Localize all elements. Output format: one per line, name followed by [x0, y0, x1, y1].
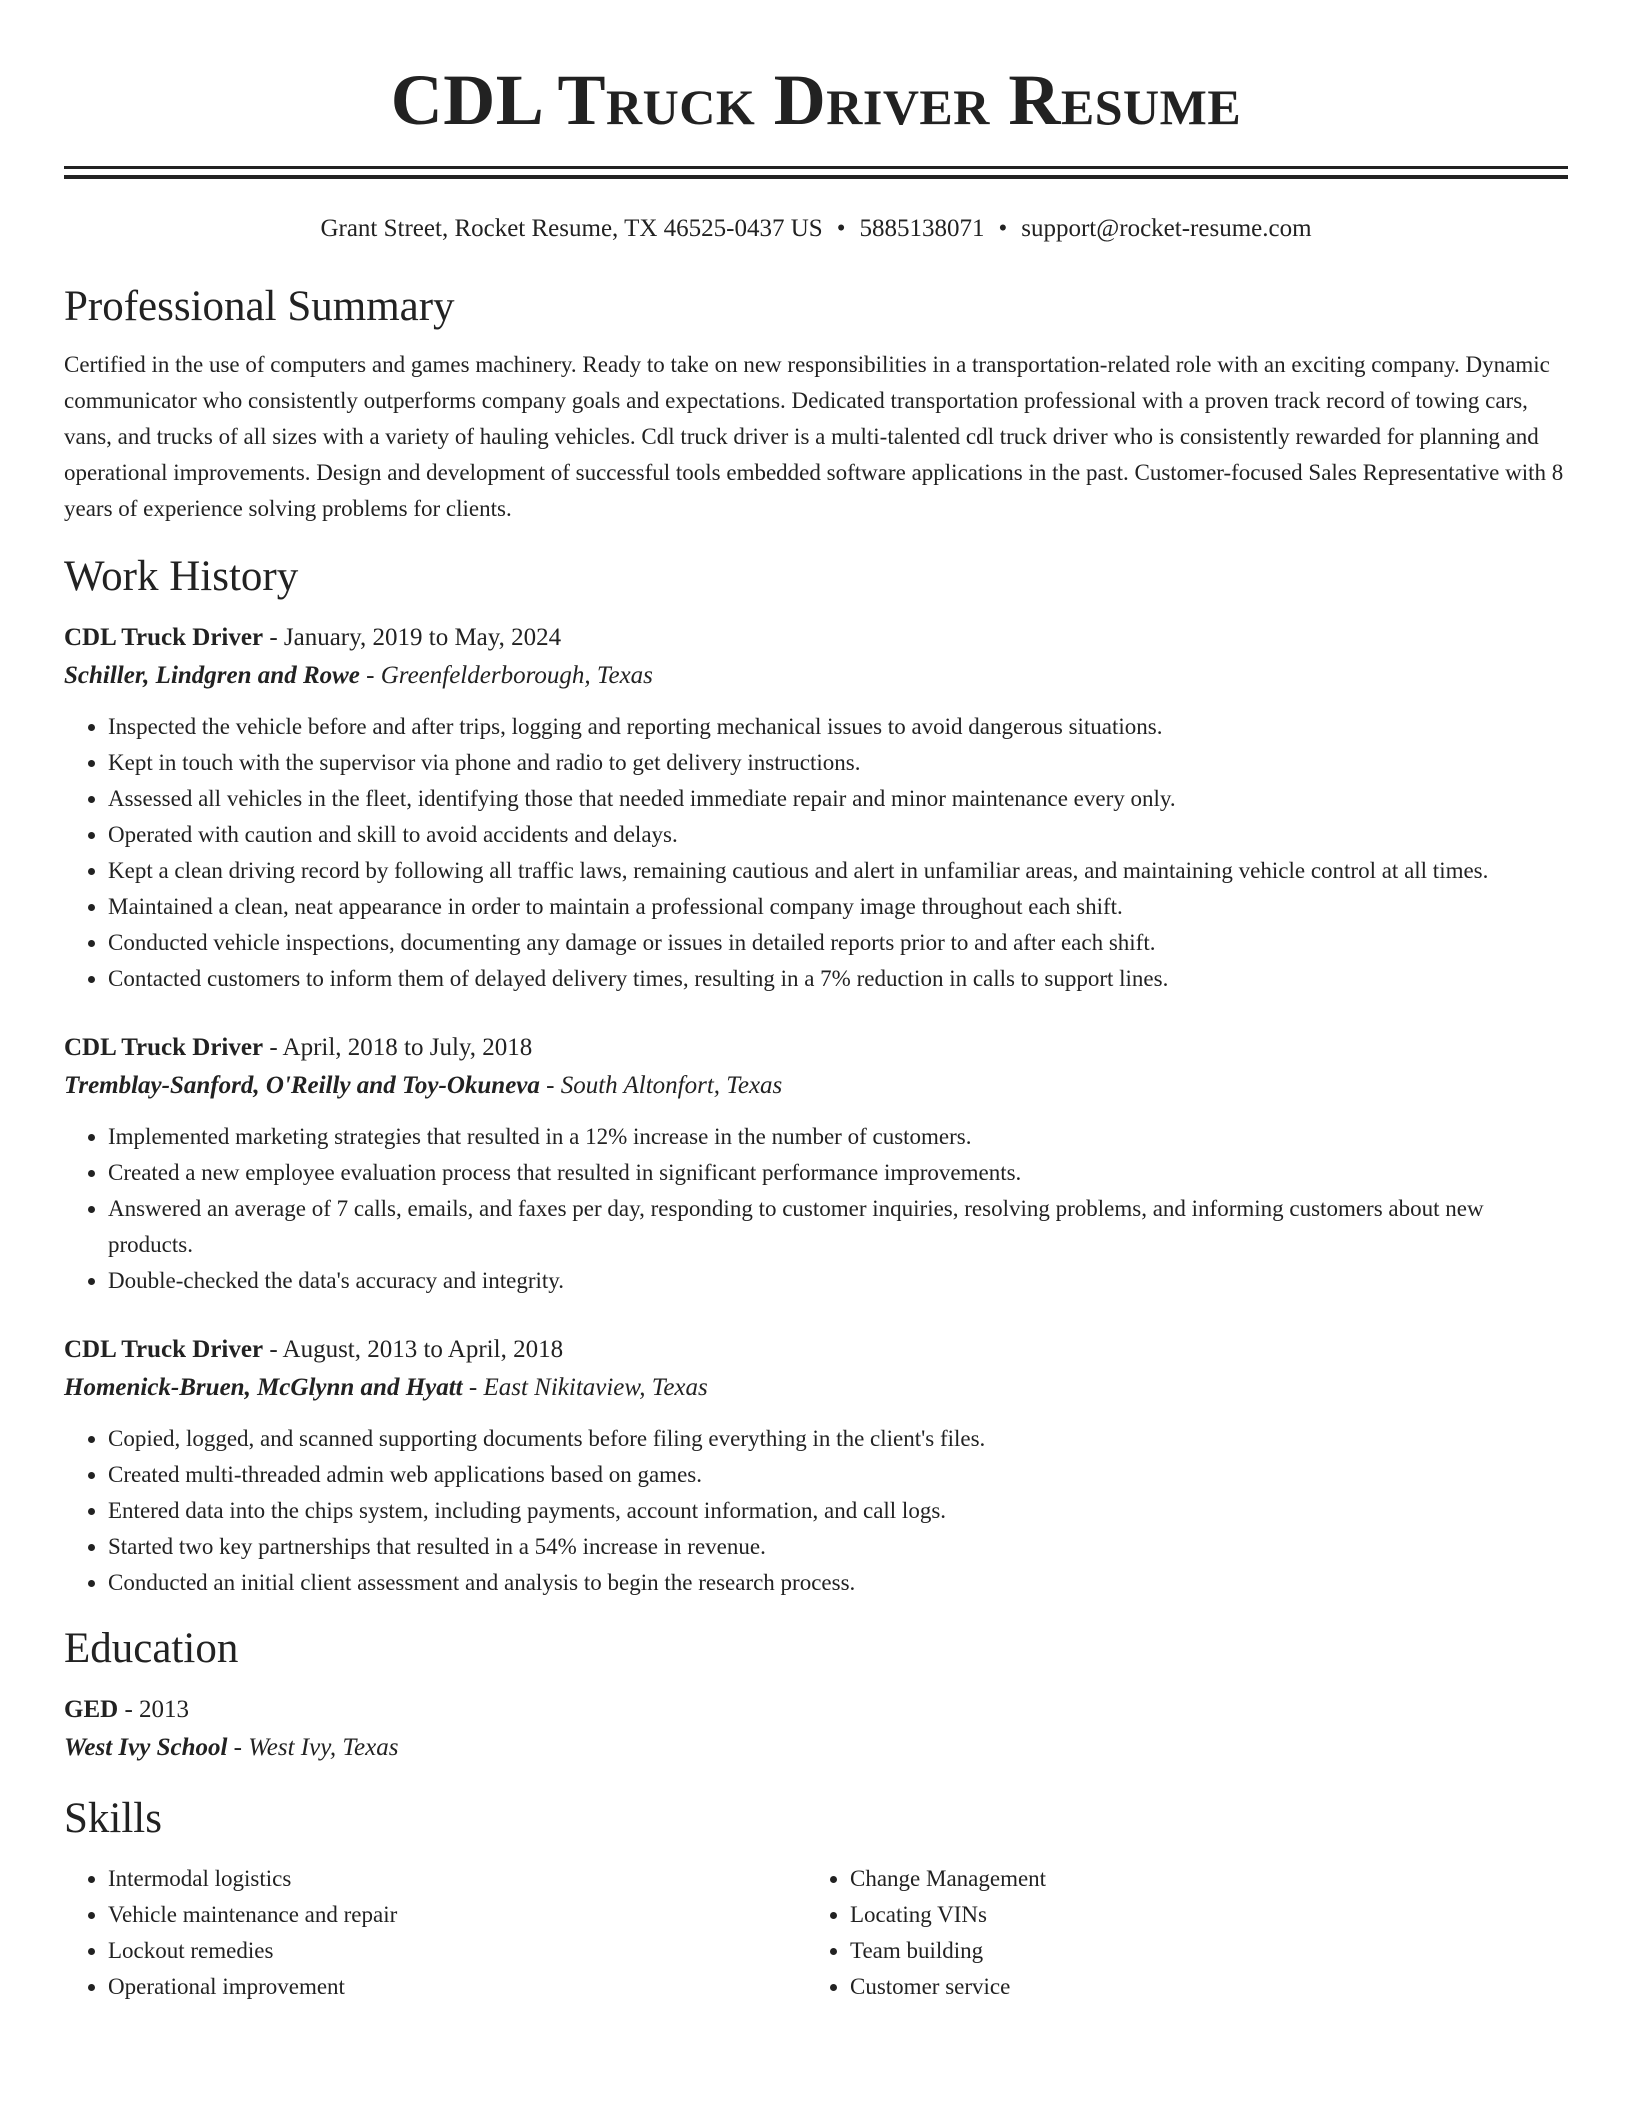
job-bullets	[64, 1421, 1568, 1601]
education-school: West Ivy School	[64, 1734, 228, 1761]
list-item: • Implemented marketing strategies that resulted in a 12% increase in the number of customers.	[108, 1119, 1568, 1155]
job-company: Homenick-Bruen, McGlynn and Hyatt	[64, 1374, 463, 1401]
job-entry	[64, 619, 1568, 997]
job-bullets	[64, 1119, 1568, 1299]
job-bullets	[64, 709, 1568, 997]
list-item: • Team building	[850, 1933, 1548, 1969]
job-role: CDL Truck Driver	[64, 624, 264, 651]
contact-email: support@rocket-resume.com	[1021, 215, 1312, 242]
list-item: • Operational improvement	[108, 1969, 806, 2005]
contact-address: Grant Street, Rocket Resume, TX 46525-0437 US	[320, 215, 823, 242]
education-location: - West Ivy, Texas	[227, 1734, 399, 1761]
job-title-line	[64, 1029, 1568, 1067]
job-location: - Greenfelderborough, Texas	[359, 662, 653, 689]
job-company-line	[64, 1067, 1568, 1105]
job-dates: - January, 2019 to May, 2024	[263, 624, 562, 651]
job-entry	[64, 1029, 1568, 1299]
job-role: CDL Truck Driver	[64, 1336, 264, 1363]
education-degree: GED	[64, 1696, 119, 1723]
list-item: • Vehicle maintenance and repair	[108, 1897, 806, 1933]
list-item: • Started two key partnerships that resulted in a 54% increase in revenue.	[108, 1529, 1568, 1565]
list-item: • Contacted customers to inform them of delayed delivery times, resulting in a 7% reduction in calls to support lines.	[108, 961, 1568, 997]
job-title-line	[64, 1331, 1568, 1369]
list-item: • Inspected the vehicle before and after trips, logging and reporting mechanical issues to avoid dangerous situations.	[108, 709, 1568, 745]
job-dates: - August, 2013 to April, 2018	[263, 1336, 564, 1363]
job-location: - East Nikitaview, Texas	[462, 1374, 708, 1401]
list-item: • Assessed all vehicles in the fleet, identifying those that needed immediate repair and minor maintenance every only.	[108, 781, 1568, 817]
job-title-line	[64, 619, 1568, 657]
list-item: • Conducted an initial client assessment and analysis to begin the research process.	[108, 1565, 1568, 1601]
list-item: • Copied, logged, and scanned supporting documents before filing everything in the client's files.	[108, 1421, 1568, 1457]
list-item: • Kept a clean driving record by following all traffic laws, remaining cautious and alert in unfamiliar areas, and maintaining vehicle control at all times.	[108, 853, 1568, 889]
education-entry	[64, 1691, 1568, 1767]
page-title: CDL Truck Driver Resume	[390, 60, 1242, 140]
job-dates: - April, 2018 to July, 2018	[263, 1034, 533, 1061]
list-item: • Conducted vehicle inspections, documenting any damage or issues in detailed reports prior to and after each shift.	[108, 925, 1568, 961]
list-item: • Maintained a clean, neat appearance in order to maintain a professional company image throughout each shift.	[108, 889, 1568, 925]
skills-column-left	[64, 1861, 806, 2005]
job-company-line	[64, 1369, 1568, 1407]
list-item: • Kept in touch with the supervisor via phone and radio to get delivery instructions.	[108, 745, 1568, 781]
list-item: • Created multi-threaded admin web applications based on games.	[108, 1457, 1568, 1493]
job-company: Schiller, Lindgren and Rowe	[64, 662, 360, 689]
list-item: • Operated with caution and skill to avoid accidents and delays.	[108, 817, 1568, 853]
education-school-line	[64, 1729, 1568, 1767]
list-item: • Locating VINs	[850, 1897, 1548, 1933]
contact-line	[64, 213, 1568, 245]
job-entry	[64, 1331, 1568, 1601]
education-heading: Education	[64, 1625, 239, 1672]
skills-heading: Skills	[64, 1795, 162, 1842]
skills-column-right	[806, 1861, 1548, 2005]
job-location: - South Altonfort, Texas	[539, 1072, 783, 1099]
job-role: CDL Truck Driver	[64, 1034, 264, 1061]
summary-heading: Professional Summary	[64, 283, 455, 330]
list-item: • Entered data into the chips system, including payments, account information, and call logs.	[108, 1493, 1568, 1529]
list-item: • Answered an average of 7 calls, emails, and faxes per day, responding to customer inquiries, resolving problems, and informing customers about new products.	[108, 1191, 1568, 1263]
list-item: • Change Management	[850, 1861, 1548, 1897]
contact-separator: •	[998, 215, 1008, 242]
job-company: Tremblay-Sanford, O'Reilly and Toy-Okuneva	[64, 1072, 540, 1099]
list-item: • Customer service	[850, 1969, 1548, 2005]
list-item: • Lockout remedies	[108, 1933, 806, 1969]
title-divider-bottom	[64, 175, 1568, 179]
contact-phone: 5885138071	[859, 215, 985, 242]
list-item: • Created a new employee evaluation process that resulted in significant performance improvements.	[108, 1155, 1568, 1191]
list-item: • Double-checked the data's accuracy and integrity.	[108, 1263, 1568, 1299]
education-degree-line	[64, 1691, 1568, 1729]
job-company-line	[64, 657, 1568, 695]
contact-separator: •	[836, 215, 846, 242]
work-history-heading: Work History	[64, 553, 299, 600]
summary-text: Certified in the use of computers and games machinery. Ready to take on new responsibilities in a transportation-related role with an exciting company. Dynamic communicator who consistently outperforms company goals and expectations. Dedicated transportation professional with a proven track record of towing cars, vans, and trucks of all sizes with a variety of hauling vehicles. Cdl truck driver is a multi-talented cdl truck driver who is consistently rewarded for planning and operational improvements. Design and development of successful tools embedded software applications in the past. Customer-focused Sales Representative with 8 years of experience solving problems for clients.	[64, 352, 1564, 521]
education-year: - 2013	[118, 1696, 190, 1723]
skills-list	[64, 1861, 1568, 2005]
list-item: • Intermodal logistics	[108, 1861, 806, 1897]
